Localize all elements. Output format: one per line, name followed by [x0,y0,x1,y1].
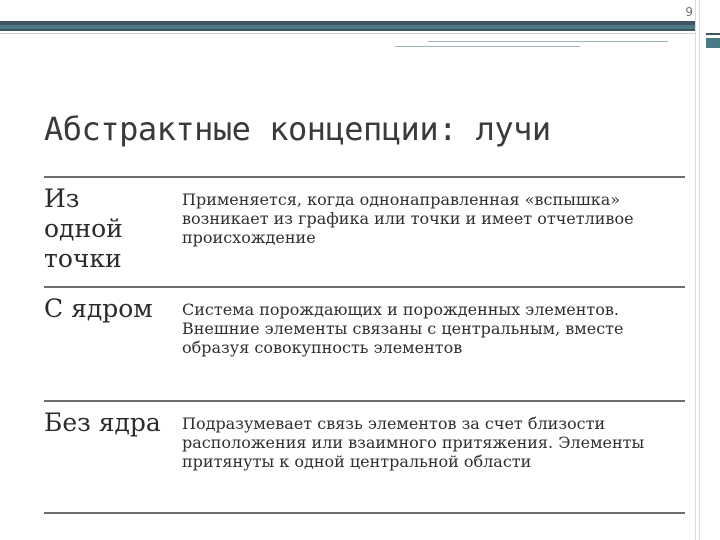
page-number: 9 [685,5,693,19]
table-row [44,400,685,514]
row-description: Подразумевает связь элементов за счет близости расположения или взаимного притяжения. Элементы притянуты к одной центральной области [182,414,645,471]
header-line [395,46,580,47]
header-corner [706,38,720,48]
table-row [44,176,685,286]
row-label: Без ядра [44,408,161,437]
header-line [0,33,695,34]
concept-table [44,176,685,514]
header-corner [706,33,720,35]
row-description: Применяется, когда однонаправленная «вспышка» возникает из графика или точки и имеет отчетливое происхождение [182,190,634,247]
margin-line [695,0,696,540]
header-line [428,41,668,42]
slide-title: Абстрактные концепции: лучи [44,110,551,148]
header-accent [0,25,695,29]
row-label: С ядром [44,294,153,323]
margin-line [699,0,700,540]
table-row [44,286,685,400]
row-description: Система порождающих и порожденных элементов. Внешние элементы связаны с центральным, вместе образуя совокупность элементов [182,300,624,357]
row-label: Из одной точки [44,184,123,273]
